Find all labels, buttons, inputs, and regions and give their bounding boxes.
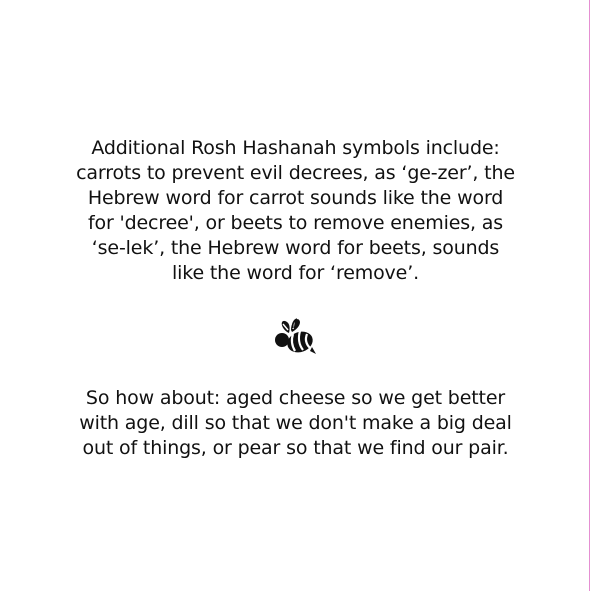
bee-icon [273,314,317,356]
bee-stinger [310,347,316,354]
edge-rule [589,0,590,591]
bee-head [275,333,289,347]
suggestions-paragraph: So how about: aged cheese so we get better with age, dill so that we don't make a big deal out of things, or pear so that we find our pair. [79,387,512,459]
symbols-paragraph: Additional Rosh Hashanah symbols include: carrots to prevent evil decrees, as ‘ge-zer’, the Hebrew word for carrot sounds like the word for 'decree', or beets to remove enemies, as ‘se-lek’, the Hebrew word for beets, sounds like the word for ‘remove’. [76,137,515,284]
